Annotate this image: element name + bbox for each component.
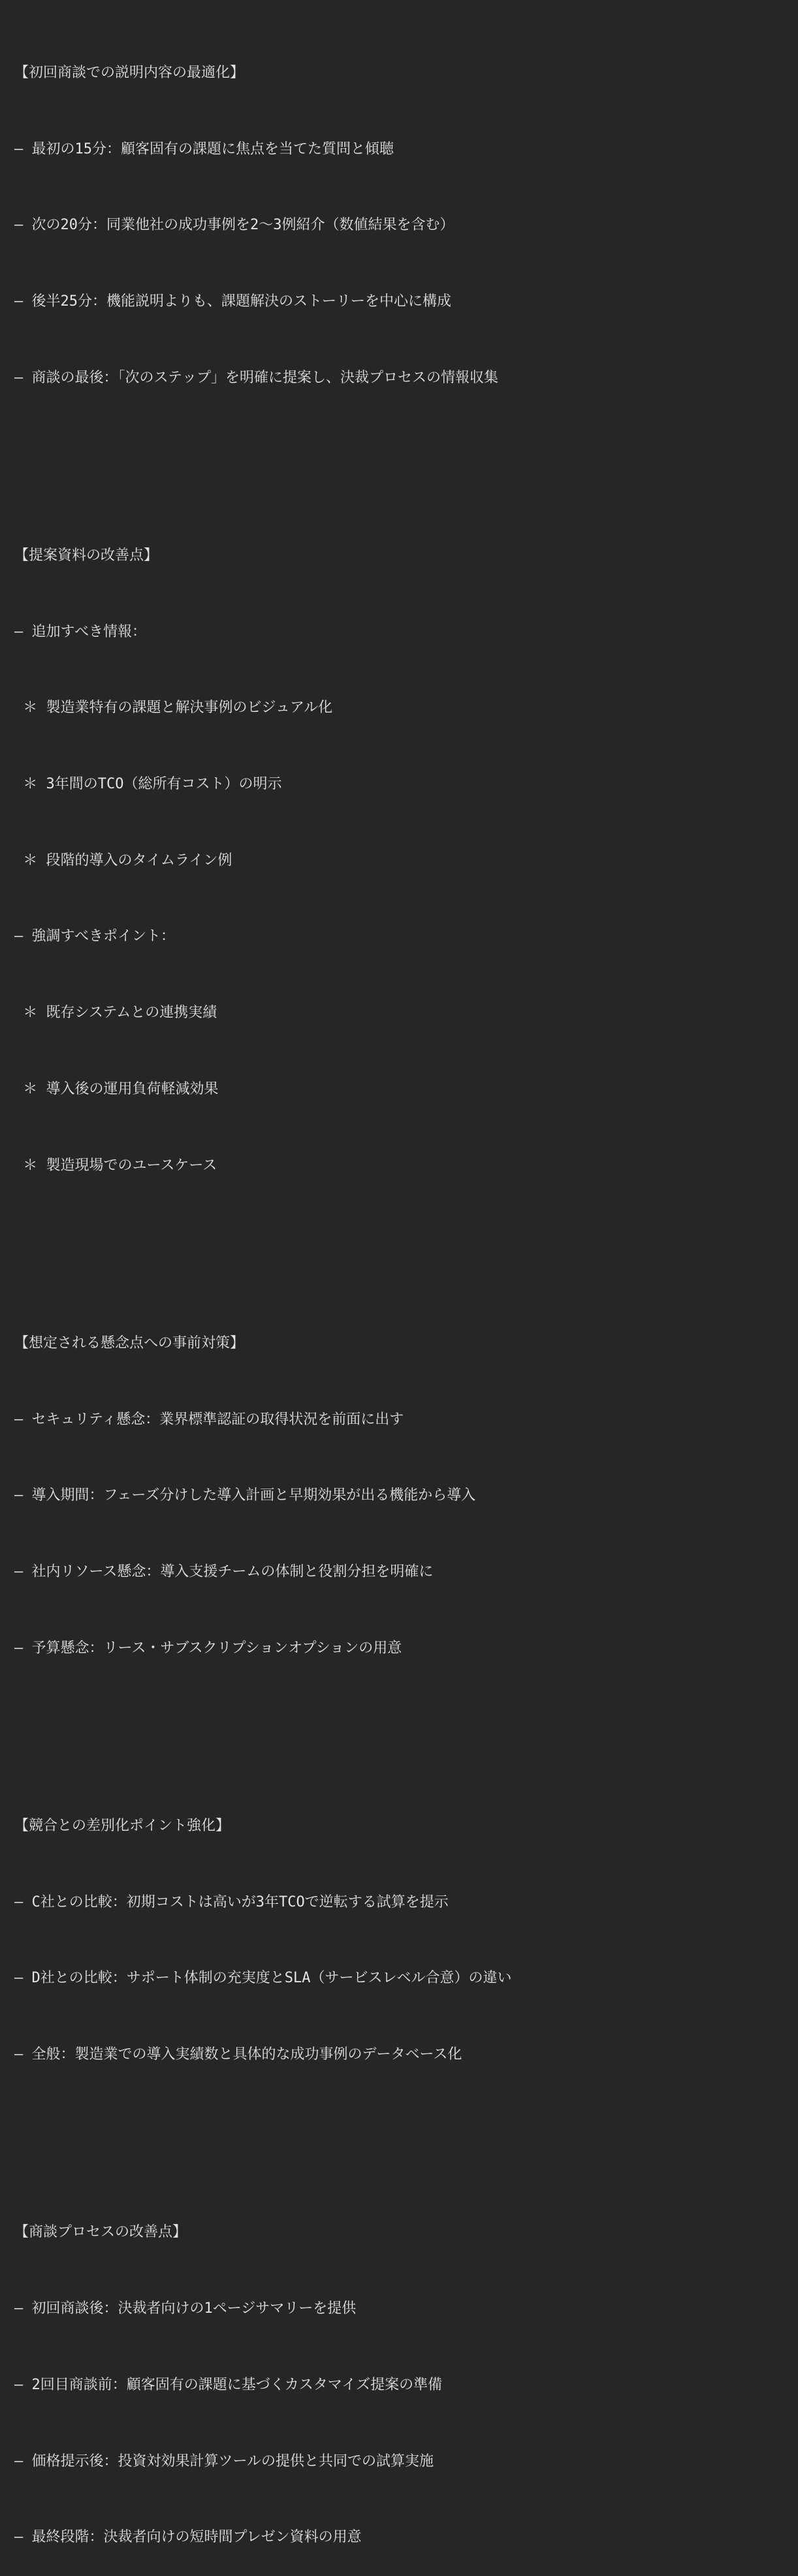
sub-list-item: ＊ 既存システムとの連携実績 [14, 1005, 217, 1022]
blank-line [14, 1229, 785, 1255]
list-item: – C社との比較：初期コストは高いが3年TCOで逆転する試算を提示 [14, 1893, 449, 1910]
list-item: – 次の20分：同業他社の成功事例を2〜3例紹介（数値結果を含む） [14, 217, 455, 234]
blank-line [14, 2119, 785, 2144]
list-item: – 予算懸念：リース・サブスクリプションオプションの用意 [14, 1639, 402, 1656]
list-item: – 2回目商談前：顧客固有の課題に基づくカスタマイズ提案の準備 [14, 2376, 443, 2393]
list-item: – セキュリティ懸念：業界標準認証の取得状況を前面に出す [14, 1411, 404, 1428]
list-item: – 全般：製造業での導入実績数と具体的な成功事例のデータベース化 [14, 2046, 462, 2063]
sub-list-item: ＊ 導入後の運用負荷軽減効果 [14, 1080, 219, 1097]
list-item: – 商談の最後：「次のステップ」を明確に提案し、決裁プロセスの情報収集 [14, 369, 499, 386]
text-document [14, 10, 785, 2576]
list-item: – 最終段階：決裁者向けの短時間プレゼン資料の用意 [14, 2529, 362, 2546]
sub-list-item: ＊ 段階的導入のタイムライン例 [14, 852, 232, 869]
list-item: – 追加すべき情報： [14, 623, 147, 640]
sub-list-item: ＊ 製造業特有の課題と解決事例のビジュアル化 [14, 700, 333, 716]
sub-list-item: ＊ 製造現場でのユースケース [14, 1157, 217, 1174]
blank-line [14, 1712, 785, 1737]
list-item: – D社との比較：サポート体制の充実度とSLA（サービスレベル合意）の違い [14, 1970, 512, 1987]
list-item: – 社内リソース懸念：導入支援チームの体制と役割分担を明確に [14, 1563, 434, 1580]
blank-line [14, 442, 785, 467]
section-heading: 【初回商談での説明内容の最適化】 [14, 64, 245, 81]
list-item: – 強調すべきポイント： [14, 928, 176, 945]
list-item: – 初回商談後：決裁者向けの1ページサマリーを提供 [14, 2300, 357, 2317]
list-item: – 最初の15分：顧客固有の課題に焦点を当てた質問と傾聴 [14, 140, 394, 157]
section-heading: 【競合との差別化ポイント強化】 [14, 1818, 231, 1834]
section-heading: 【想定される懸念点への事前対策】 [14, 1334, 245, 1351]
list-item: – 後半25分：機能説明よりも、課題解決のストーリーを中心に構成 [14, 293, 451, 310]
sub-list-item: ＊ 3年間のTCO（総所有コスト）の明示 [14, 776, 282, 793]
list-item: – 導入期間：フェーズ分けした導入計画と早期効果が出る機能から導入 [14, 1487, 476, 1504]
list-item: – 価格提示後：投資対効果計算ツールの提供と共同での試算実施 [14, 2453, 434, 2470]
section-heading: 【提案資料の改善点】 [14, 547, 159, 564]
section-heading: 【商談プロセスの改善点】 [14, 2224, 187, 2241]
